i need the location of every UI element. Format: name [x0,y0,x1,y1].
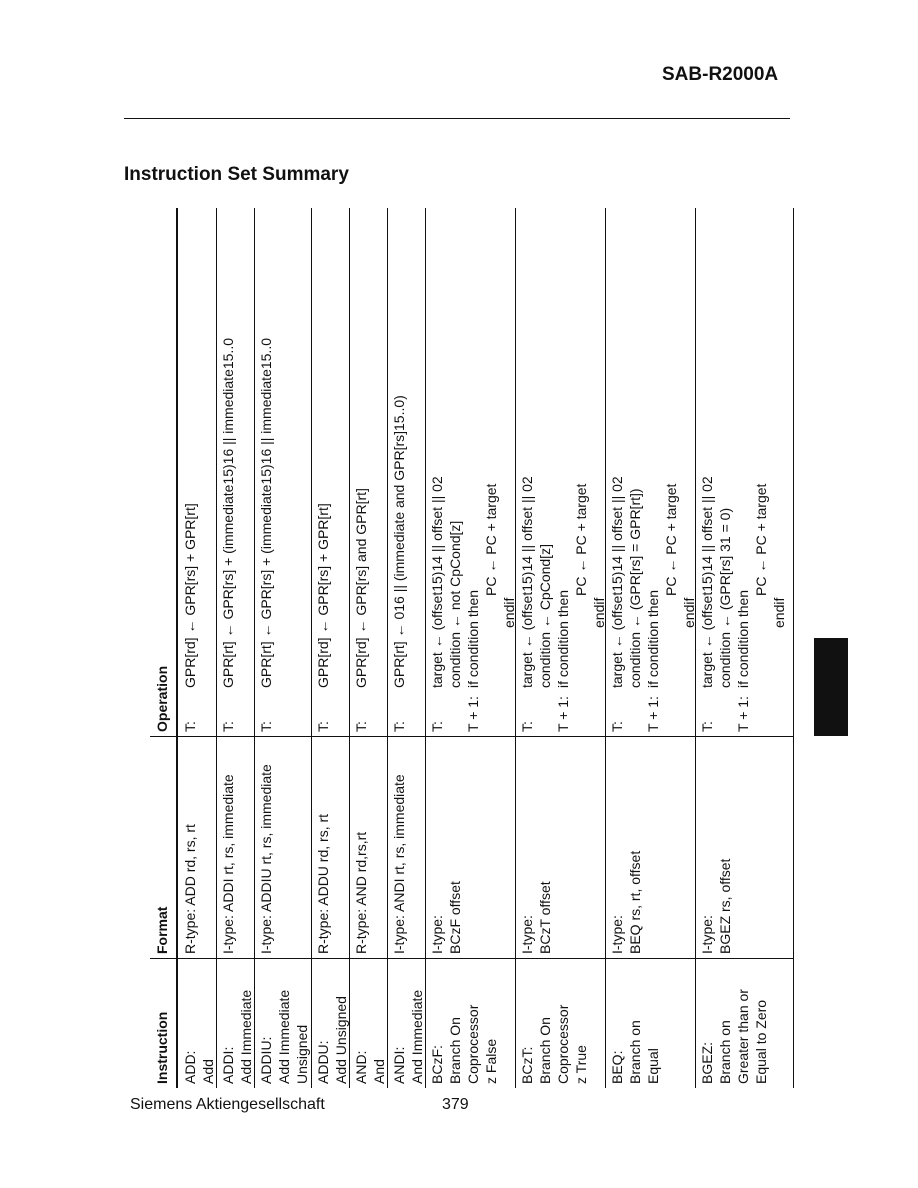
operation-text: PC ← PC + target [483,483,499,596]
column-header-format: Format [150,737,176,959]
operation-text: if condition then [555,589,571,688]
operation-text: GPR[rt] ← GPR[rs] + (immediate15)16 || immediate15..0 [220,338,236,688]
instruction-text: z False [483,1038,499,1084]
operation-text: endif [501,597,517,628]
operation-text: GPR[rt] ← GPR[rs] + (immediate15)16 || immediate15..0 [258,338,274,688]
operation-line [626,212,644,732]
instruction-cell [387,959,425,1088]
column-header-operation: Operation [150,208,176,737]
table-row [311,208,349,1088]
instruction-text: And Immediate [409,989,425,1084]
operation-line [698,212,716,732]
format-text: R-type: ADD rd, rs, rt [182,824,198,954]
operation-text: condition ← (GPR[rs] 31 = 0) [717,507,733,688]
timing-label: T: [429,721,445,732]
instruction-text: ANDI: [391,1046,407,1084]
format-cell [254,737,311,959]
format-cell [216,737,254,959]
operation-text: endif [771,597,787,628]
operation-text: condition ← (GPR[rs] = GPR[rt]) [627,488,643,688]
operation-line [770,212,788,732]
table-row [216,208,254,1088]
operation-line [554,212,572,732]
operation-line [734,212,752,732]
instruction-text: Equal [645,1048,661,1084]
timing-label: T: [258,721,274,732]
format-cell [349,737,387,959]
section-tab-marker [814,638,848,736]
instruction-text: Branch on [627,1020,643,1084]
operation-line [219,212,237,732]
table-row [178,208,216,1088]
timing-label: T: [699,721,715,732]
operation-line [716,212,734,732]
operation-cell [605,208,695,737]
instruction-text: z True [573,1045,589,1084]
instruction-text: BCzT: [519,1046,535,1084]
instruction-text: Branch On [537,1017,553,1084]
format-text: I-type: [429,915,445,954]
instruction-text: Coprocessor [465,1004,481,1084]
operation-line [428,212,446,732]
format-cell [695,737,793,959]
operation-cell [178,208,216,737]
document-header-title: SAB-R2000A [662,64,779,85]
timing-label: T: [220,721,236,732]
instruction-text: Branch On [447,1017,463,1084]
table-header-row [150,208,178,1088]
table-row [425,208,515,1088]
operation-text: if condition then [465,589,481,688]
operation-line [257,212,275,732]
format-text: I-type: [609,915,625,954]
operation-text: GPR[rt] ← 016 || (immediate and GPR[rs]15..0) [391,395,407,688]
instruction-text: And [371,1059,387,1084]
operation-line [464,212,482,732]
operation-text: condition ← CpCond[z] [537,544,553,688]
instruction-text: Coprocessor [555,1004,571,1084]
format-text: BGEZ rs, offset [717,858,733,954]
timing-label: T + 1: [465,696,481,732]
operation-cell [216,208,254,737]
operation-line [644,212,662,732]
operation-line [446,212,464,732]
format-cell [387,737,425,959]
operation-text: target ← (offset15)14 || offset || 02 [699,476,715,688]
footer-company: Siemens Aktiengesellschaft [130,1096,325,1113]
operation-cell [311,208,349,737]
format-text: R-type: ADDU rd, rs, rt [315,813,331,954]
operation-line [662,212,680,732]
instruction-cell [178,959,216,1088]
operation-text: GPR[rd] ← GPR[rs] and GPR[rt] [353,488,369,688]
instruction-text: BGEZ: [699,1041,715,1084]
table-row [515,208,605,1088]
timing-label: T + 1: [645,696,661,732]
operation-line [752,212,770,732]
operation-line [314,212,332,732]
operation-cell [695,208,793,737]
operation-cell [254,208,311,737]
table-row [254,208,311,1088]
instruction-text: ADDI: [220,1046,236,1084]
instruction-cell [216,959,254,1088]
operation-cell [387,208,425,737]
instruction-text: ADDIU: [258,1036,274,1084]
operation-text: GPR[rd] ← GPR[rs] + GPR[rt] [182,503,198,688]
column-header-instruction: Instruction [154,1011,170,1084]
format-text: I-type: [699,915,715,954]
instruction-text: BCzF: [429,1045,445,1084]
operation-text: target ← (offset15)14 || offset || 02 [519,476,535,688]
timing-label: T: [519,721,535,732]
instruction-text: Add Immediate [276,989,292,1084]
instruction-text: Unsigned [294,1024,310,1084]
instruction-cell [311,959,349,1088]
operation-line [536,212,554,732]
timing-label: T: [609,721,625,732]
operation-cell [349,208,387,737]
format-text: BCzT offset [537,881,553,954]
timing-label: T: [182,721,198,732]
instruction-text: AND: [353,1050,369,1084]
instruction-text: Greater than or [735,989,751,1084]
format-cell [178,737,216,959]
instruction-text: ADD: [182,1050,198,1084]
operation-text: endif [681,597,697,628]
format-text: BEQ rs, rt, offset [627,850,643,954]
instruction-table [150,208,788,1088]
operation-text: target ← (offset15)14 || offset || 02 [429,476,445,688]
instruction-cell [425,959,515,1088]
operation-line [390,212,408,732]
operation-text: PC ← PC + target [573,483,589,596]
operation-text: if condition then [645,589,661,688]
instruction-cell [349,959,387,1088]
operation-text: PC ← PC + target [663,483,679,596]
timing-label: T + 1: [735,696,751,732]
timing-label: T: [391,721,407,732]
format-cell [515,737,605,959]
format-text: R-type: AND rd,rs,rt [353,831,369,954]
instruction-cell [605,959,695,1088]
operation-cell [515,208,605,737]
table-row [387,208,425,1088]
instruction-text: Add Immediate [238,989,254,1084]
operation-text: GPR[rd] ← GPR[rs] + GPR[rt] [315,503,331,688]
operation-text: endif [591,597,607,628]
operation-line [352,212,370,732]
instruction-text: Add Unsigned [333,996,349,1084]
instruction-cell [515,959,605,1088]
table-row [349,208,387,1088]
page-number: 379 [442,1096,469,1113]
timing-label: T + 1: [555,696,571,732]
operation-text: condition ← not CpCond[z] [447,520,463,688]
format-text: I-type: ADDIU rt, rs, immediate [258,764,274,954]
operation-line [608,212,626,732]
instruction-text: Branch on [717,1020,733,1084]
instruction-cell [254,959,311,1088]
operation-text: PC ← PC + target [753,483,769,596]
instruction-cell [695,959,793,1088]
operation-cell [425,208,515,737]
row-divider [793,208,794,1088]
operation-line [482,212,500,732]
format-cell [311,737,349,959]
operation-text: if condition then [735,589,751,688]
format-cell [605,737,695,959]
instruction-text: Add [200,1059,216,1084]
section-title: Instruction Set Summary [124,164,349,185]
format-text: I-type: [519,915,535,954]
format-text: I-type: ADDI rt, rs, immediate [220,774,236,954]
timing-label: T: [315,721,331,732]
instruction-text: BEQ: [609,1050,625,1084]
operation-line [518,212,536,732]
format-text: I-type: ANDI rt, rs, immediate [391,774,407,954]
instruction-text: ADDU: [315,1040,331,1084]
instruction-text: Equal to Zero [753,999,769,1084]
header-rule [124,118,790,119]
format-text: BCzF offset [447,881,463,954]
operation-text: target ← (offset15)14 || offset || 02 [609,476,625,688]
table-row [695,208,793,1088]
format-cell [425,737,515,959]
operation-line [572,212,590,732]
operation-line [181,212,199,732]
timing-label: T: [353,721,369,732]
table-row [605,208,695,1088]
